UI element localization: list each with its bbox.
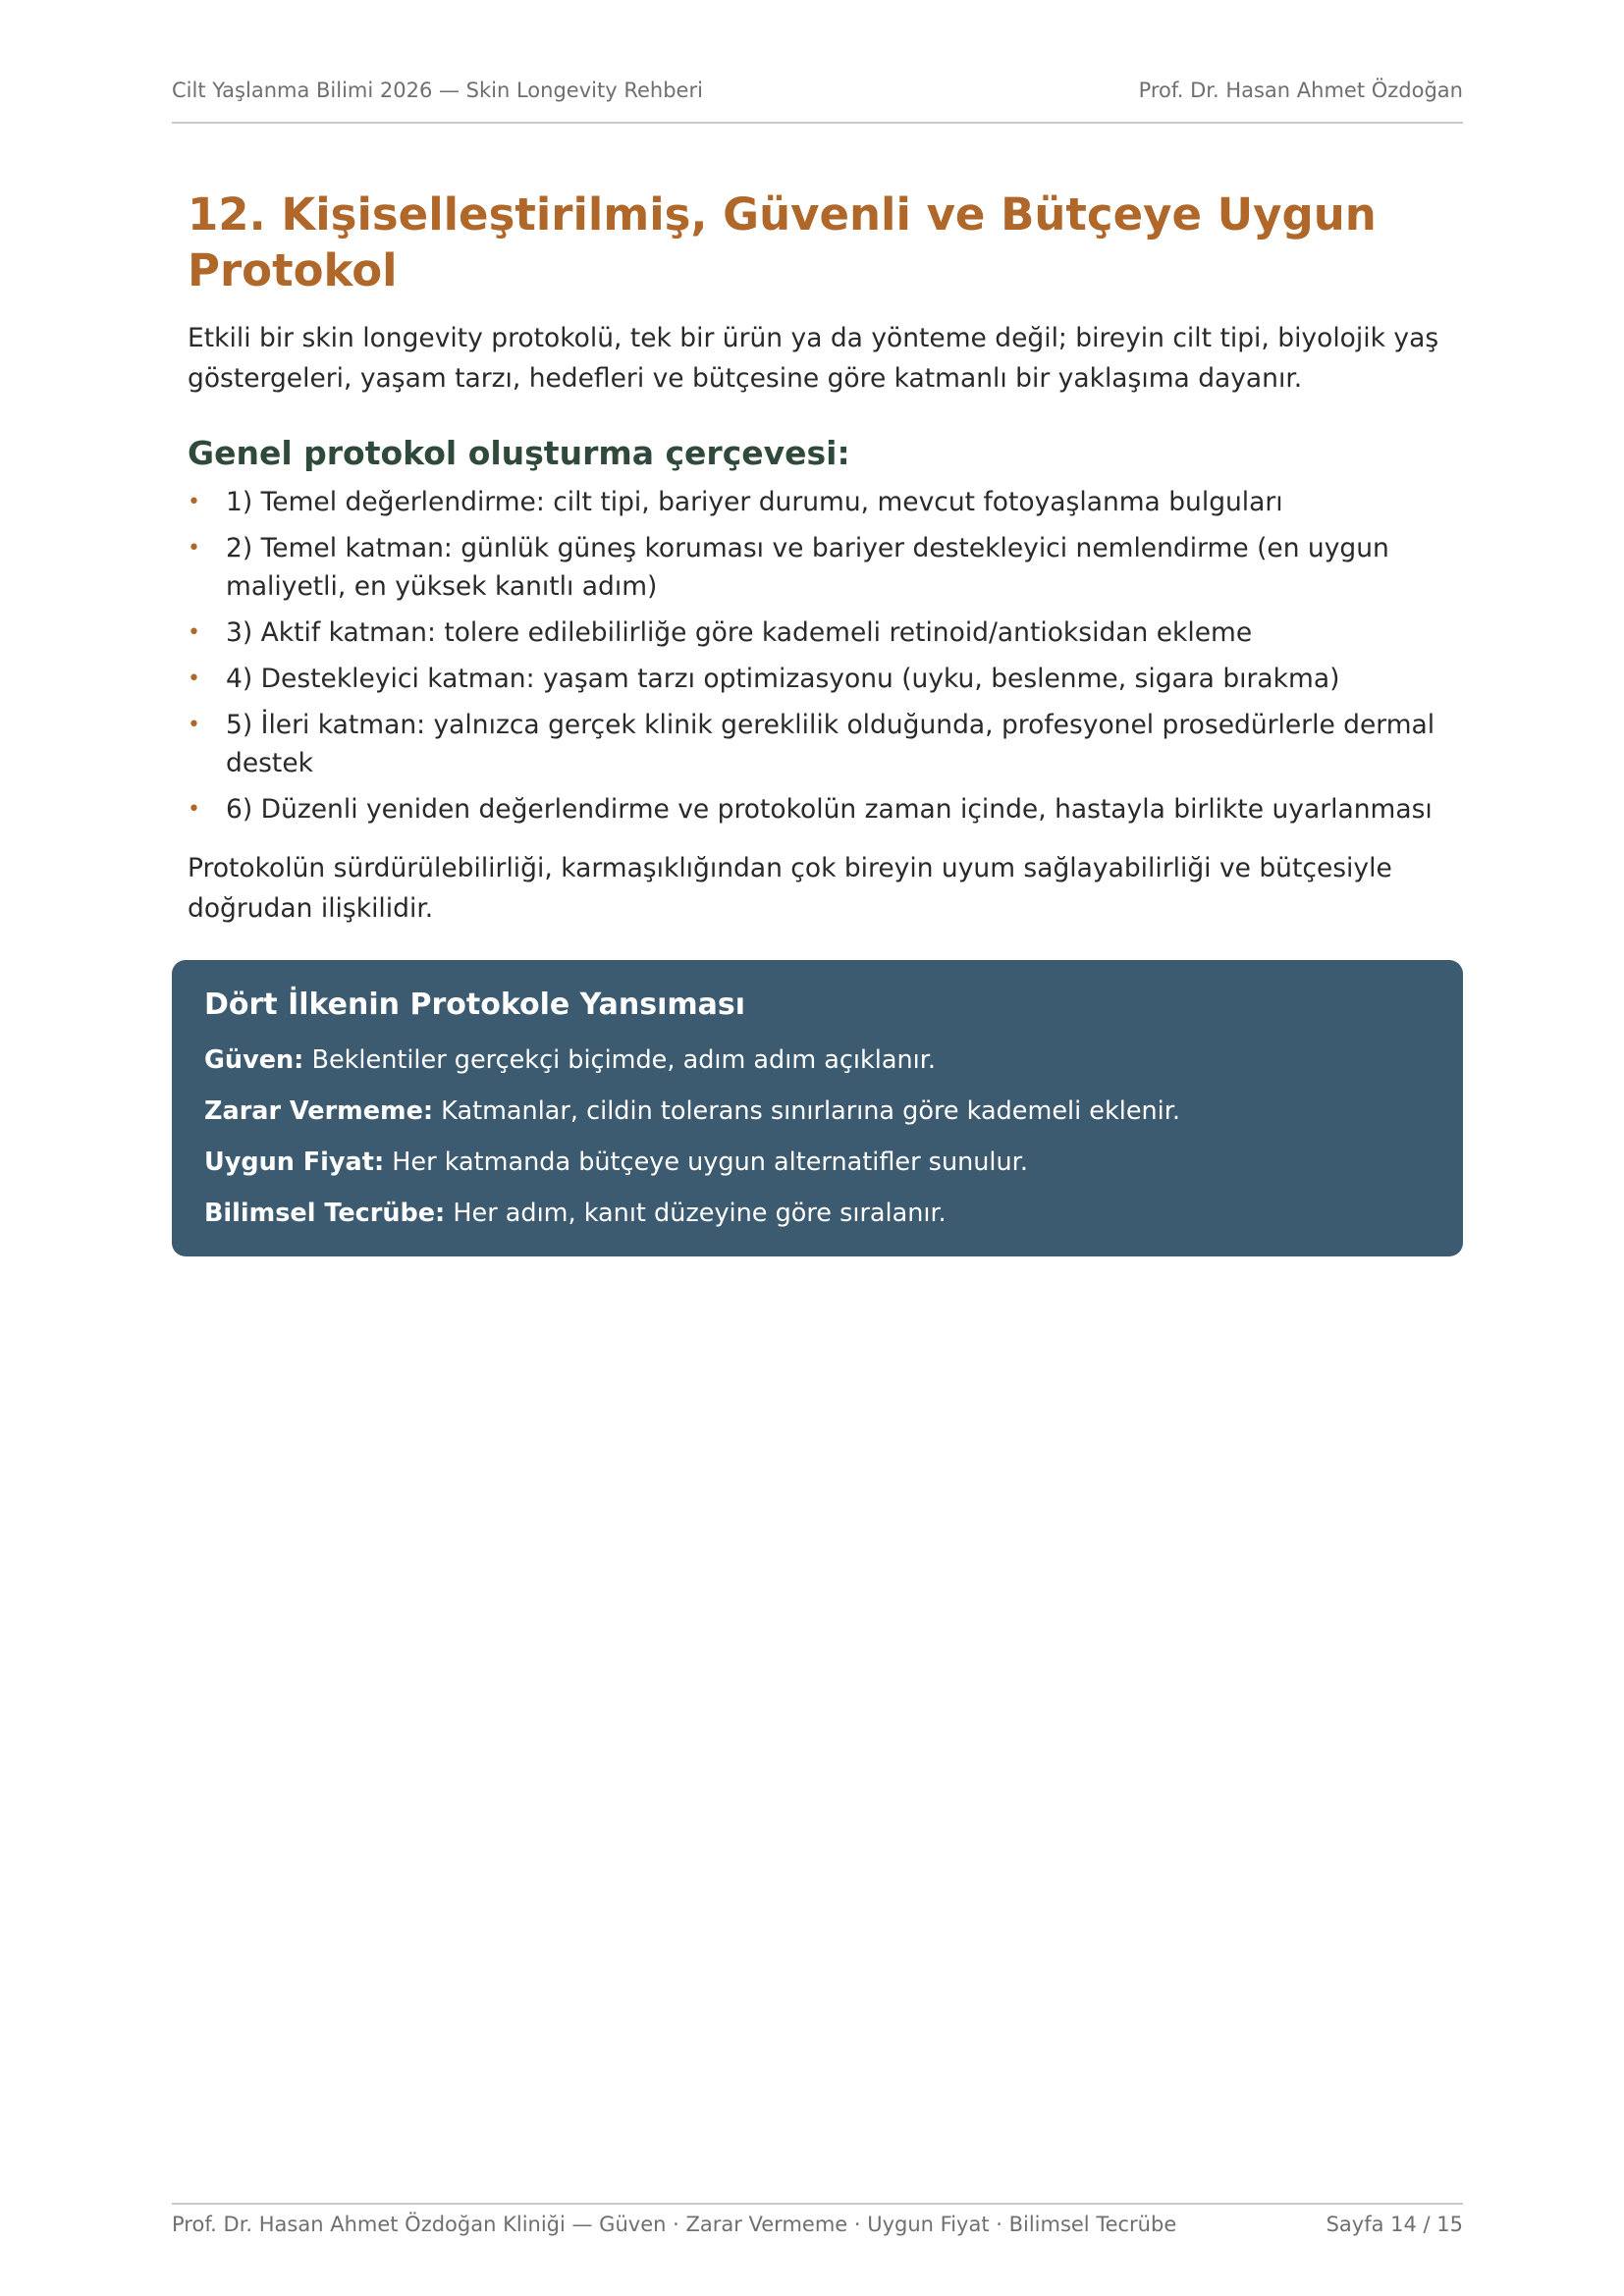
section-title: 12. Kişiselleştirilmiş, Güvenli ve Bütçeye Uygun Protokol bbox=[188, 188, 1377, 296]
step-text: 2) Temel katman: günlük güneş koruması ve bariyer destekleyici nemlendirme (en uygun maliyetli, en yüksek kanıtlı adım) bbox=[226, 533, 1389, 602]
intro-paragraph: Etkili bir skin longevity protokolü, tek bir ürün ya da yönteme değil; bireyin cilt tipi, biyolojik yaş göstergeleri, yaşam tarzı, hedefleri ve bütçesine göre katmanlı bir yaklaşıma dayanır. bbox=[188, 323, 1439, 394]
principle-label: Güven: bbox=[204, 1045, 304, 1075]
page-number: Sayfa 14 / 15 bbox=[1326, 2213, 1463, 2236]
list-item bbox=[188, 660, 1454, 698]
principles-title: Dört İlkenin Protokole Yansıması bbox=[204, 988, 746, 1022]
principle-label: Uygun Fiyat: bbox=[204, 1148, 385, 1177]
bullet-icon: • bbox=[188, 713, 200, 737]
principle-text: Her adım, kanıt düzeyine göre sıralanır. bbox=[445, 1199, 947, 1228]
list-item bbox=[188, 529, 1454, 606]
list-item bbox=[188, 614, 1454, 652]
footer-clinic-info: Prof. Dr. Hasan Ahmet Özdoğan Kliniği — Güven · Zarar Vermeme · Uygun Fiyat · Bilimsel Tecrübe bbox=[172, 2213, 1177, 2236]
page-footer bbox=[172, 2203, 1463, 2236]
framework-subheading: Genel protokol oluşturma çerçevesi: bbox=[188, 434, 850, 472]
bullet-icon: • bbox=[188, 490, 200, 514]
bullet-icon: • bbox=[188, 667, 200, 691]
principle-label: Zarar Vermeme: bbox=[204, 1096, 434, 1126]
principle-item-trust bbox=[204, 1035, 1431, 1086]
principle-item-affordable bbox=[204, 1137, 1431, 1188]
main-content bbox=[188, 187, 1454, 929]
list-item bbox=[188, 483, 1454, 521]
page-header bbox=[172, 79, 1463, 124]
step-text: 6) Düzenli yeniden değerlendirme ve protokolün zaman içinde, hastayla birlikte uyarlanması bbox=[226, 794, 1433, 825]
step-text: 4) Destekleyici katman: yaşam tarzı optimizasyonu (uyku, beslenme, sigara bırakma) bbox=[226, 664, 1340, 694]
protocol-steps-list bbox=[188, 483, 1454, 828]
header-author: Prof. Dr. Hasan Ahmet Özdoğan bbox=[1138, 79, 1463, 102]
bullet-icon: • bbox=[188, 797, 200, 822]
principle-item-scientific bbox=[204, 1188, 1431, 1239]
header-document-title: Cilt Yaşlanma Bilimi 2026 — Skin Longevity Rehberi bbox=[172, 79, 703, 102]
list-item bbox=[188, 790, 1454, 828]
step-text: 3) Aktif katman: tolere edilebilirliğe göre kademeli retinoid/antioksidan ekleme bbox=[226, 617, 1253, 648]
principle-label: Bilimsel Tecrübe: bbox=[204, 1199, 446, 1228]
step-text: 5) İleri katman: yalnızca gerçek klinik gereklilik olduğunda, profesyonel prosedürlerle dermal destek bbox=[226, 710, 1435, 778]
principle-text: Beklentiler gerçekçi biçimde, adım adım açıklanır. bbox=[303, 1045, 936, 1075]
bullet-icon: • bbox=[188, 620, 200, 645]
principle-item-no-harm bbox=[204, 1086, 1431, 1137]
closing-paragraph: Protokolün sürdürülebilirliği, karmaşıklığından çok bireyin uyum sağlayabilirliği ve bütçesiyle doğrudan ilişkilidir. bbox=[188, 853, 1392, 924]
principles-callout-box bbox=[172, 960, 1463, 1256]
list-item bbox=[188, 706, 1454, 782]
step-text: 1) Temel değerlendirme: cilt tipi, bariyer durumu, mevcut fotoyaşlanma bulguları bbox=[226, 487, 1283, 517]
principle-text: Her katmanda bütçeye uygun alternatifler sunulur. bbox=[384, 1148, 1028, 1177]
bullet-icon: • bbox=[188, 536, 200, 561]
principle-text: Katmanlar, cildin tolerans sınırlarına göre kademeli eklenir. bbox=[433, 1096, 1181, 1126]
